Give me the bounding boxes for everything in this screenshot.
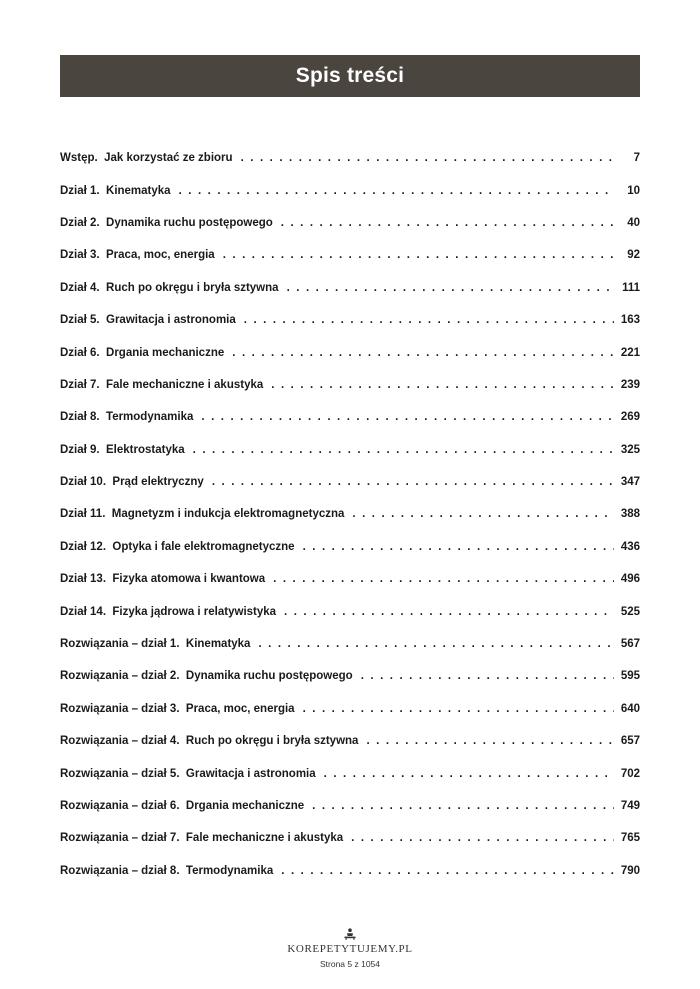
toc-entry-page-number: 10 bbox=[627, 184, 640, 197]
toc-entry[interactable] bbox=[60, 369, 640, 401]
toc-entry[interactable] bbox=[60, 207, 640, 239]
toc-leader-dots bbox=[351, 832, 614, 844]
toc-entry-page-number: 7 bbox=[633, 152, 640, 165]
toc-entry[interactable] bbox=[60, 563, 640, 595]
toc-entry[interactable] bbox=[60, 757, 640, 789]
toc-entry[interactable] bbox=[60, 174, 640, 206]
toc-entry-page-number: 163 bbox=[620, 314, 640, 327]
toc-entry[interactable] bbox=[60, 336, 640, 368]
toc-entry[interactable] bbox=[60, 304, 640, 336]
toc-entry-label: Dział 14. Fizyka jądrowa i relatywistyka bbox=[60, 605, 277, 618]
toc-entry[interactable] bbox=[60, 628, 640, 660]
toc-entry-label: Dział 3. Praca, moc, energia bbox=[60, 249, 215, 262]
toc-entry[interactable] bbox=[60, 693, 640, 725]
toc-entry[interactable] bbox=[60, 142, 640, 174]
toc-entry[interactable] bbox=[60, 239, 640, 271]
toc-entry-page-number: 702 bbox=[620, 767, 640, 780]
toc-entry-page-number: 92 bbox=[627, 249, 640, 262]
toc-entry[interactable] bbox=[60, 401, 640, 433]
toc-entry-page-number: 388 bbox=[620, 508, 640, 521]
toc-entry-label: Rozwiązania – dział 8. Termodynamika bbox=[60, 864, 274, 877]
toc-leader-dots bbox=[201, 411, 614, 423]
person-at-desk-icon bbox=[343, 928, 357, 940]
toc-entry-page-number: 347 bbox=[620, 476, 640, 489]
toc-leader-dots bbox=[193, 444, 614, 456]
toc-entry-label: Dział 12. Optyka i fale elektromagnetyczne bbox=[60, 540, 295, 553]
toc-entry[interactable] bbox=[60, 498, 640, 530]
toc-entry-label: Dział 8. Termodynamika bbox=[60, 411, 194, 424]
toc-entry-page-number: 111 bbox=[622, 281, 640, 294]
toc-leader-dots bbox=[284, 606, 614, 618]
toc-leader-dots bbox=[244, 314, 614, 326]
toc-entry-label: Dział 2. Dynamika ruchu postępowego bbox=[60, 216, 273, 229]
toc-entry-label: Rozwiązania – dział 2. Dynamika ruchu postępowego bbox=[60, 670, 353, 683]
toc-leader-dots bbox=[241, 152, 614, 164]
toc-leader-dots bbox=[303, 703, 614, 715]
toc-entry[interactable] bbox=[60, 855, 640, 887]
site-name: KOREPETYTUJEMY.PL bbox=[287, 943, 413, 955]
toc-leader-dots bbox=[281, 865, 614, 877]
toc-entry[interactable] bbox=[60, 660, 640, 692]
toc-entry-label: Rozwiązania – dział 1. Kinematyka bbox=[60, 638, 251, 651]
toc-entry-label: Dział 7. Fale mechaniczne i akustyka bbox=[60, 378, 264, 391]
table-of-contents bbox=[60, 142, 640, 887]
title-bar bbox=[60, 55, 640, 97]
toc-leader-dots bbox=[223, 249, 614, 261]
page-title: Spis treści bbox=[295, 64, 405, 87]
toc-leader-dots bbox=[271, 379, 614, 391]
toc-leader-dots bbox=[273, 573, 614, 585]
toc-leader-dots bbox=[258, 638, 614, 650]
toc-leader-dots bbox=[232, 347, 614, 359]
toc-entry-page-number: 40 bbox=[627, 216, 640, 229]
toc-leader-dots bbox=[212, 476, 614, 488]
toc-entry-label: Rozwiązania – dział 7. Fale mechaniczne i akustyka bbox=[60, 832, 344, 845]
toc-leader-dots bbox=[287, 282, 614, 294]
toc-entry-label: Dział 5. Grawitacja i astronomia bbox=[60, 314, 236, 327]
toc-leader-dots bbox=[324, 768, 614, 780]
toc-leader-dots bbox=[303, 541, 614, 553]
toc-entry[interactable] bbox=[60, 790, 640, 822]
toc-entry-label: Dział 1. Kinematyka bbox=[60, 184, 171, 197]
toc-entry-label: Dział 4. Ruch po okręgu i bryła sztywna bbox=[60, 281, 279, 294]
toc-entry-label: Rozwiązania – dział 3. Praca, moc, energia bbox=[60, 702, 295, 715]
toc-leader-dots bbox=[312, 800, 614, 812]
toc-entry[interactable] bbox=[60, 595, 640, 627]
page-indicator: Strona 5 z 1054 bbox=[319, 959, 380, 969]
toc-entry-label: Rozwiązania – dział 6. Drgania mechaniczne bbox=[60, 800, 305, 812]
toc-entry[interactable] bbox=[60, 725, 640, 757]
toc-entry[interactable] bbox=[60, 531, 640, 563]
toc-leader-dots bbox=[366, 735, 614, 747]
toc-leader-dots bbox=[361, 670, 614, 682]
toc-entry-page-number: 595 bbox=[620, 670, 640, 683]
toc-entry-label: Rozwiązania – dział 4. Ruch po okręgu i bryła sztywna bbox=[60, 735, 359, 748]
toc-entry[interactable] bbox=[60, 466, 640, 498]
toc-entry-label: Dział 6. Drgania mechaniczne bbox=[60, 346, 225, 359]
toc-entry-label: Dział 11. Magnetyzm i indukcja elektromagnetyczna bbox=[60, 508, 345, 521]
toc-entry-page-number: 790 bbox=[620, 864, 640, 877]
toc-entry-page-number: 496 bbox=[620, 573, 640, 586]
toc-entry[interactable] bbox=[60, 434, 640, 466]
toc-entry-page-number: 436 bbox=[620, 540, 640, 553]
toc-entry-page-number: 657 bbox=[620, 735, 640, 748]
toc-entry-page-number: 567 bbox=[620, 638, 640, 651]
page-footer bbox=[0, 928, 700, 969]
toc-entry-page-number: 221 bbox=[620, 346, 640, 359]
toc-leader-dots bbox=[281, 217, 614, 229]
toc-leader-dots bbox=[179, 185, 614, 197]
toc-entry[interactable] bbox=[60, 272, 640, 304]
toc-entry-page-number: 749 bbox=[620, 800, 640, 812]
toc-entry-page-number: 269 bbox=[620, 411, 640, 424]
toc-entry-page-number: 765 bbox=[620, 832, 640, 845]
toc-entry-label: Dział 13. Fizyka atomowa i kwantowa bbox=[60, 573, 266, 586]
toc-entry-page-number: 239 bbox=[620, 378, 640, 391]
toc-entry-page-number: 325 bbox=[620, 443, 640, 456]
toc-entry-label: Wstęp. Jak korzystać ze zbioru bbox=[60, 152, 233, 165]
toc-entry-label: Dział 10. Prąd elektryczny bbox=[60, 476, 204, 489]
toc-entry[interactable] bbox=[60, 822, 640, 854]
toc-leader-dots bbox=[352, 508, 614, 520]
toc-entry-page-number: 640 bbox=[620, 702, 640, 715]
toc-entry-label: Rozwiązania – dział 5. Grawitacja i astronomia bbox=[60, 767, 316, 780]
toc-entry-page-number: 525 bbox=[620, 605, 640, 618]
toc-entry-label: Dział 9. Elektrostatyka bbox=[60, 443, 185, 456]
